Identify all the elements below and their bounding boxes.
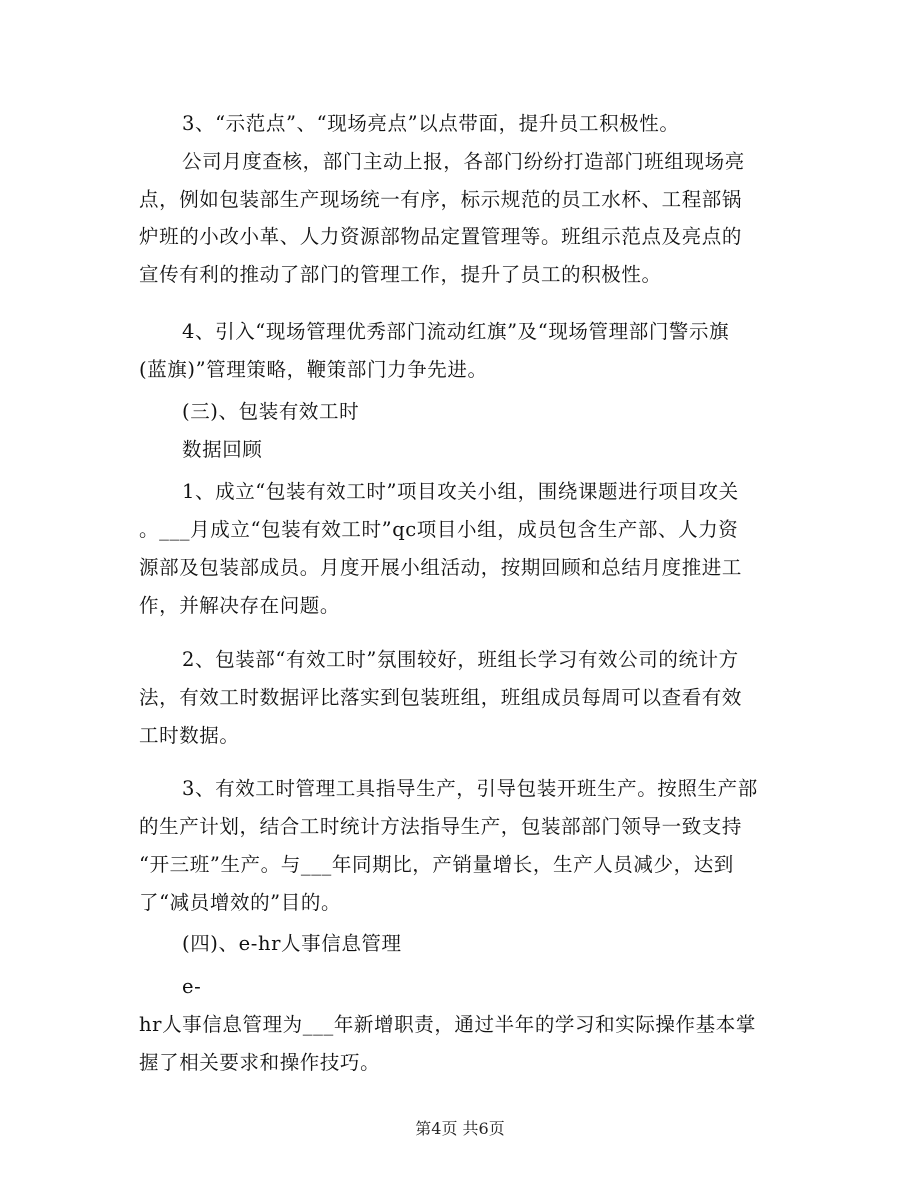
section-heading: (三)、包装有效工时 bbox=[182, 400, 360, 423]
text-line: 宣传有利的推动了部门的管理工作，提升了员工的积极性。 bbox=[139, 263, 662, 286]
section-heading: (四)、e-hr人事信息管理 bbox=[182, 932, 402, 955]
text-line: 法，有效工时数据评比落实到包装班组，班组成员每周可以查看有效 bbox=[139, 686, 743, 709]
text-line: 3、有效工时管理工具指导生产，引导包装开班生产。按照生产部 bbox=[182, 777, 758, 800]
text-line: 1、成立“包装有效工时”项目攻关小组，围绕课题进行项目攻关 bbox=[182, 480, 739, 503]
text-line: 公司月度查核，部门主动上报，各部门纷纷打造部门班组现场亮 bbox=[182, 150, 745, 173]
text-line: 作，并解决存在问题。 bbox=[139, 594, 341, 617]
text-line: 源部及包装部成员。月度开展小组活动，按期回顾和总结月度推进工 bbox=[139, 556, 743, 579]
text-line: “开三班”生产。与___年同期比，产销量增长，生产人员减少，达到 bbox=[139, 853, 734, 876]
page-footer: 第4页 共6页 bbox=[415, 1119, 505, 1138]
text-line: 的生产计划，结合工时统计方法指导生产，包装部部门领导一致支持 bbox=[139, 815, 743, 838]
text-line: 工时数据。 bbox=[139, 724, 240, 747]
text-line: (蓝旗)”管理策略，鞭策部门力争先进。 bbox=[139, 358, 488, 381]
text-line: 2、包装部“有效工时”氛围较好，班组长学习有效公司的统计方 bbox=[182, 648, 739, 671]
text-line: 点，例如包装部生产现场统一有序，标示规范的员工水杯、工程部锅 bbox=[139, 188, 743, 211]
subheading: 数据回顾 bbox=[182, 438, 263, 461]
text-line: 握了相关要求和操作技巧。 bbox=[139, 1051, 381, 1074]
text-line: e- bbox=[182, 975, 202, 998]
text-line: hr人事信息管理为___年新增职责，通过半年的学习和实际操作基本掌 bbox=[139, 1013, 756, 1036]
text-line: 炉班的小改小革、人力资源部物品定置管理等。班组示范点及亮点的 bbox=[139, 225, 743, 248]
text-line: 。___月成立“包装有效工时”qc项目小组，成员包含生产部、人力资 bbox=[139, 518, 739, 541]
text-line: 4、引入“现场管理优秀部门流动红旗”及“现场管理部门警示旗 bbox=[182, 320, 730, 343]
text-line: 3、“示范点”、“现场亮点”以点带面，提升员工积极性。 bbox=[182, 112, 680, 135]
text-line: 了“减员增效的”目的。 bbox=[139, 891, 342, 914]
